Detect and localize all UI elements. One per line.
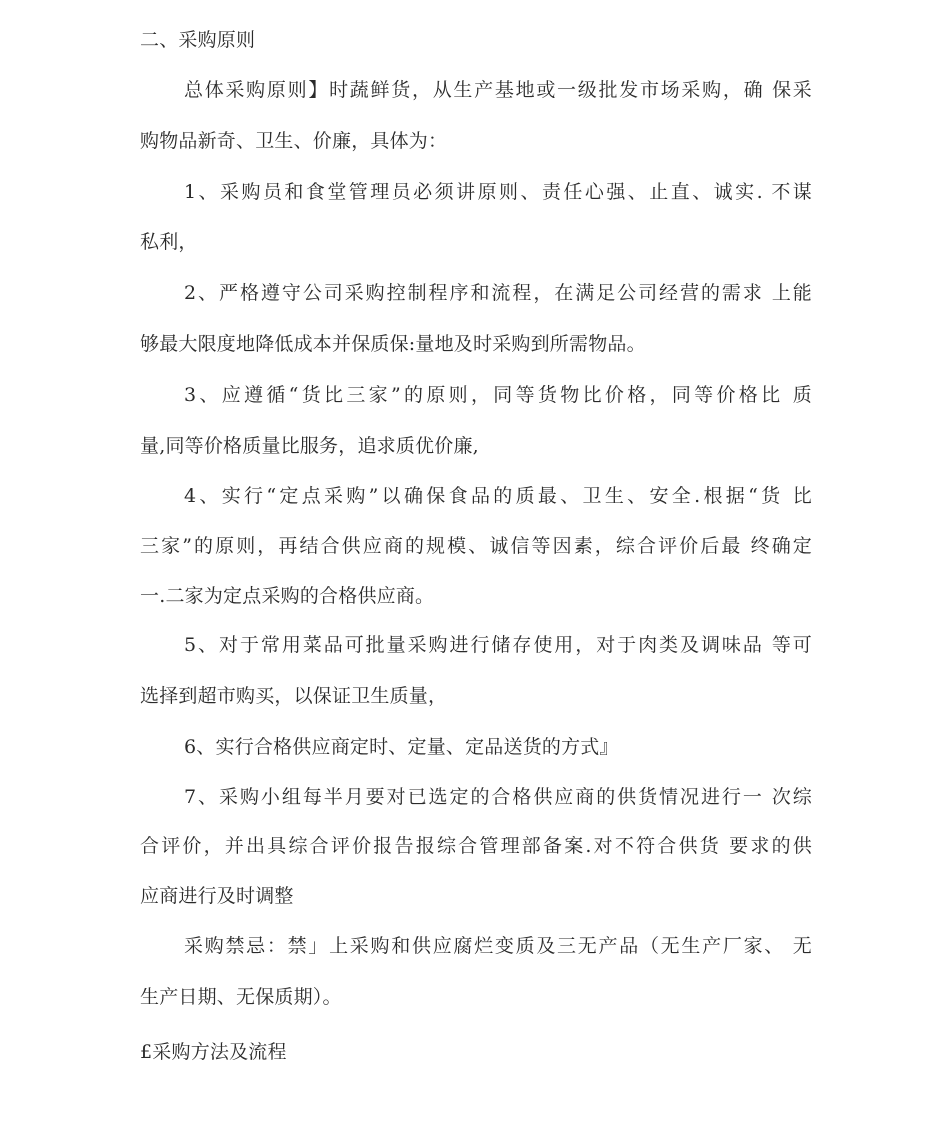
paragraph-line: 4、实行“定点采购”以确保食品的质最、卫生、安全.根据“货 比 — [184, 485, 812, 507]
paragraph-line: 购物品新奇、卫生、价廉，具体为： — [140, 130, 448, 152]
paragraph-line: 2、严格遵守公司采购控制程序和流程，在满足公司经营的需求 上能 — [184, 282, 812, 304]
next-section-heading: £采购方法及流程 — [140, 1041, 287, 1063]
paragraph-line: 5、对于常用菜品可批量采购进行储存使用，对于肉类及调味品 等可 — [184, 634, 812, 656]
paragraph-line: 1、采购员和食堂管理员必须讲原则、责任心强、止直、诚实. 不谋 — [184, 181, 812, 203]
paragraph-line: 私利， — [140, 231, 198, 253]
paragraph-line: 7、采购小组每半月要对已选定的合格供应商的供货情况进行一 次综 — [184, 786, 812, 808]
paragraph-line: 应商进行及时调整 — [140, 885, 294, 907]
paragraph-line: 够最大限度地降低成本并保质保:量地及时采购到所需物品。 — [140, 333, 646, 355]
paragraph-line: 三家”的原则，再结合供应商的规模、诚信等因素，综合评价后最 终确定 — [140, 535, 812, 557]
paragraph-line: 选择到超市购买，以保证卫生质量， — [140, 685, 448, 707]
paragraph-line: 量,同等价格质量比服务，追求质优价廉, — [140, 435, 479, 457]
paragraph-line: 6、实行合格供应商定时、定量、定品送货的方式』 — [184, 736, 619, 758]
paragraph-line: 合评价，并出具综合评价报告报综合管理部备案.对不符合供货 要求的供 — [140, 835, 812, 857]
paragraph-line: 生产日期、无保质期）。 — [140, 986, 342, 1008]
paragraph-line: 3、应遵循“货比三家”的原则，同等货物比价格，同等价格比 质 — [184, 384, 812, 406]
paragraph-line: 一.二家为定点采购的合格供应商。 — [140, 585, 435, 607]
paragraph-line: 总体采购原则】时蔬鲜货，从生产基地或一级批发市场采购，确 保采 — [184, 79, 812, 101]
paragraph-line: 采购禁忌：禁」上采购和供应腐烂变质及三无产品（无生产厂家、 无 — [184, 935, 812, 957]
section-heading: 二、采购原则 — [140, 29, 256, 51]
